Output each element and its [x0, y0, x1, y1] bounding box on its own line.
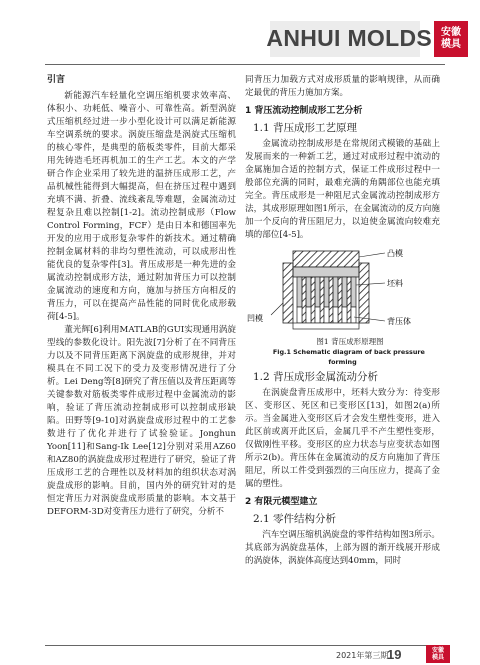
intro-paragraph-2: 董光辉[6]利用MATLAB的GUI实现通用涡旋型线的参数化设计。阳先波[7]分析了在不同背压力以及不同背压距离下涡旋盘的成形规律，并对模具在不同工况下的受力及变形情况进行了分析。Lei Deng等[8]研究了背压值以及背压距离等关键参数对筋板类零件成形过程中金属流动的影响，验证了背压流动控制成形可以控制成形缺陷。田野等[9-10]对涡旋盘成形过程中的工艺参数进行了优化并进行了试验验证。Jonghun Yoon[11]和Sang-Ik Lee[12]分别对采用AZ60和AZ80的涡旋盘成形过程进行了研究，验证了背压成形工艺的合理性以及材料加的组织状态对涡旋盘成形的影响。目前，国内外的研究针对的是恒定背压力对涡旋盘成形质量的影响。本文基于DEFORM-3D对变背压力进行了研究，分析不: [47, 325, 236, 517]
section-2-1-heading: 2.1 零件结构分析: [253, 513, 337, 525]
figure-1: [245, 245, 440, 335]
footer-divider: [45, 645, 445, 646]
back-pressure-diagram: [245, 245, 440, 335]
die-left-wall: [283, 263, 293, 323]
blank-base: [293, 267, 359, 277]
back-pressure-plate: [293, 323, 359, 329]
figure-1-caption-en: Fig.1 Schematic diagram of back pressure forming: [272, 348, 425, 366]
figure-1-caption-cn: 图1 背压成形原理图: [316, 337, 384, 346]
right-column: [245, 74, 440, 568]
page-number: 19: [387, 647, 402, 662]
section-1-2-paragraph: 在涡旋盘背压成形中，坯料大致分为：待变形区、变形区、死区和已变形区[13]，如图2(a)所示。当金属进入变形区后才会发生塑性变形，进入此区前或离开此区后，金属几乎不产生塑性变形，仅做刚性平移。变形区的应力状态与应变状态如图所示2(b)。背压体在金属流动的反方向施加了背压阻尼，所以工件受到强烈的三向压应力，提高了金属的塑性。: [245, 388, 440, 489]
page-header: [0, 0, 480, 70]
punch-shape: [293, 251, 359, 267]
logo-line-2: 模具: [441, 39, 461, 50]
section-1-heading: 1 背压流动控制成形工艺分析: [245, 106, 363, 116]
label-punch: 凸模: [387, 249, 403, 258]
section-1-2-heading: 1.2 背压成形金属流动分析: [253, 371, 379, 383]
section-2-1-paragraph: 汽车空调压缩机涡旋盘的零件结构如图3所示。其底部为涡旋盘基体，上部为圆的渐开线展开形成的涡旋体，涡旋体高度达到40mm，同时: [245, 530, 440, 566]
logo-line-1: 安徽: [441, 27, 461, 38]
section-1-1-heading: 1.1 背压成形工艺原理: [253, 122, 358, 134]
journal-logo: [434, 21, 468, 57]
header-divider: [45, 64, 445, 65]
footer-logo-line-1: 安徽: [431, 647, 444, 654]
section-1-1-paragraph: 金属流动控制成形是在常规闭式模锻的基础上发展而来的一种新工艺，通过对成形过程中流动的金属施加合适的控制方式，保证工件成形过程中一般部位充满的同时，最难充满的角隅部位也能充填完全。背压成形是一种阻尼式金属流动控制成形方法，其成形原理如图1所示，在金属流动的反方向施加一个反向的背压阻尼力，以迫使金属流向较难充填的部位[4-5]。: [245, 139, 440, 240]
die-right-wall: [359, 263, 369, 323]
continued-paragraph: 同背压力加载方式对成形质量的影响规律，从而确定最优的背压力施加方案。: [245, 75, 440, 98]
back-pressure-body: [297, 307, 356, 323]
label-blank: 坯料: [387, 279, 403, 288]
issue-label: 2021年第三期: [336, 651, 389, 660]
footer-logo-line-2: 模具: [431, 654, 444, 661]
label-die: 凹模: [247, 314, 263, 323]
intro-heading: 引言: [47, 75, 66, 85]
label-back-pressure: 背压体: [387, 317, 411, 326]
footer-logo: [426, 645, 450, 663]
journal-title: ANHUI MOLDS: [266, 25, 432, 51]
section-2-heading: 2 有限元模型建立: [245, 497, 318, 507]
left-column: [47, 74, 236, 519]
intro-paragraph-1: 新能源汽车轻量化空调压缩机要求效率高、体积小、功耗低、噪音小、可靠性高。新型涡旋式压缩机经过进一步小型化设计可以满足新能源车空调系统的要求。涡旋压缩盘是涡旋式压缩机的核心零件，是典型的筋板类零件，目前大都采用先铸造毛坯再机加工的生产工艺。本文的产学研合作企业采用了较先进的温挤压成形工艺，产品机械性能得到大幅提高，但在挤压过程中遇到充填不满、折叠、流线紊乱等难题，金属流动过程复杂且难以控制[1-2]。流动控制成形（Flow Control Forming，FCF）是由日本和德国率先开发的应用于成形复杂零件的新技术。通过精确控制金属材料的非均匀塑性流动，可以成形出性能优良的复杂零件[3]。背压成形是一种先进的金属流动控制成形方法，通过附加背压力可以控制金属流动的速度和方向，施加与挤压方向相反的背压力，可以在提高产品性能的同时优化成形载荷[4-5]。: [47, 91, 236, 322]
